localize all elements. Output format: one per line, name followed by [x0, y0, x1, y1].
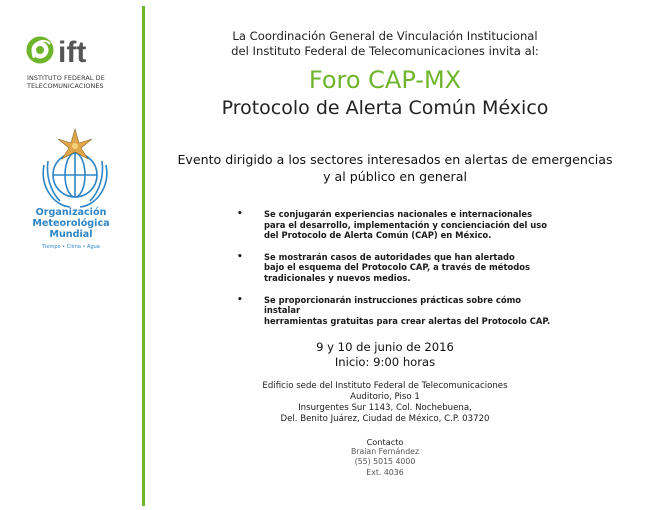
ift-swirl-icon [24, 30, 134, 74]
wmo-emblem-icon [30, 125, 120, 213]
audience-line-1: Evento dirigido a los sectores interesados en alertas de emergencias [177, 152, 613, 167]
bullet-2-line-1: • Se mostrarán casos de autoridades que han alertado [264, 251, 515, 262]
omm-name-line-3: Mundial [49, 229, 93, 240]
ift-name-line-2: TELECOMUNICACIONES [27, 82, 104, 90]
ift-name-line-1: INSTITUTO FEDERAL DE [27, 74, 105, 82]
list-item [237, 252, 557, 284]
bullet-1-line-1: • Se conjugarán experiencias nacionales e internacionales [264, 209, 533, 219]
event-dates: 9 y 10 de junio de 2016 [316, 340, 454, 354]
bullet-2-line-2: bajo el esquema del Protocolo CAP, a través de métodos [264, 262, 530, 273]
contact-heading: Contacto [366, 437, 404, 447]
bullet-3-line-1: • Se proporcionarán instrucciones prácticas sobre cómo instalar [264, 294, 522, 316]
event-start-time: Inicio: 9:00 horas [334, 355, 436, 369]
venue-line-3: Insurgentes Sur 1143, Col. Nochebuena, [298, 403, 472, 413]
omm-name-line-2: Meteorológica [32, 218, 110, 229]
venue-line-1: Edificio sede del Instituto Federal de Telecomunicaciones [262, 381, 508, 391]
venue-line-2: Auditorio, Piso 1 [350, 392, 420, 402]
ift-institution-name [27, 74, 105, 90]
contact-block [145, 437, 625, 478]
invitation-body [145, 0, 660, 510]
invitation-intro [145, 29, 625, 59]
event-subtitle: Protocolo de Alerta Común México [221, 97, 549, 119]
bullet-1-line-2: para el desarrollo, implementación y concienciación del uso [264, 219, 548, 230]
list-item [237, 209, 557, 241]
contact-extension: Ext. 4036 [366, 467, 404, 477]
highlights-list [237, 209, 557, 337]
intro-line-1: La Coordinación General de Vinculación Institucional [232, 29, 538, 43]
audience-statement [155, 151, 635, 185]
bullet-2-line-3: tradicionales y nuevos medios. [264, 272, 411, 283]
event-venue [145, 381, 625, 425]
venue-line-4: Del. Benito Juárez, Ciudad de México, C.P. 03720 [280, 414, 490, 424]
omm-tagline: Tiempo • Clima • Agua [42, 244, 100, 250]
omm-name [0, 207, 142, 240]
ift-wordmark: ift [58, 36, 87, 69]
event-title: Foro CAP-MX [308, 66, 462, 94]
event-schedule [145, 340, 625, 370]
bullet-1-line-3: del Protocolo de Alerta Común (CAP) en México. [264, 230, 492, 241]
sidebar [0, 0, 142, 510]
ift-logo [24, 30, 134, 92]
contact-phone: (55) 5015 4000 [354, 457, 416, 467]
contact-name: Braian Fernández [350, 447, 420, 457]
audience-line-2: y al público en general [323, 169, 467, 184]
intro-line-2: del Instituto Federal de Telecomunicaciones invita al: [231, 44, 539, 58]
omm-name-line-1: Organización [35, 207, 107, 218]
bullet-3-line-2: herramientas gratuitas para crear alertas del Protocolo CAP. [264, 315, 551, 326]
list-item [237, 295, 557, 327]
